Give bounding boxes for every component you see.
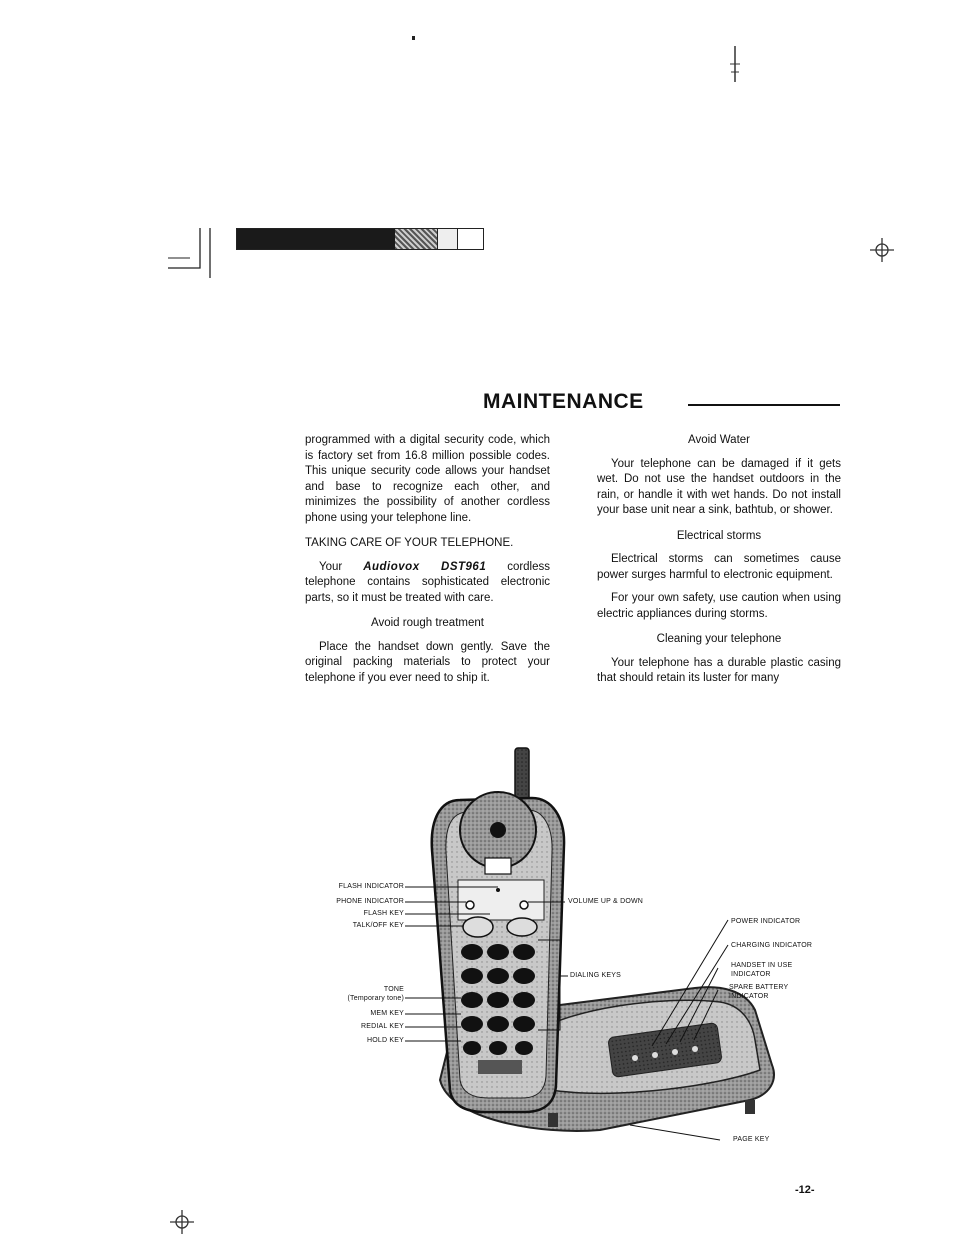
- brand-name: Audiovox DST961: [363, 560, 487, 573]
- care-rest: cordless telephone contains sophisticated electronic parts, so it must be treated with care.: [305, 560, 551, 604]
- label-tone: TONE: [383, 986, 404, 993]
- label-dialing-keys: DIALING KEYS: [570, 972, 622, 979]
- subheading-rough-treatment: Avoid rough treatment: [371, 617, 484, 629]
- page-number: -12-: [795, 1184, 815, 1196]
- safety-paragraph: For your own safety, use caution when using electric appliances during storms.: [597, 592, 841, 620]
- label-spare-battery-2: INDICATOR: [729, 993, 769, 1000]
- page-title: MAINTENANCE: [483, 390, 644, 413]
- section-heading: TAKING CARE OF YOUR TELEPHONE.: [305, 537, 514, 549]
- label-mem-key: MEM KEY: [370, 1010, 404, 1017]
- label-flash-indicator: FLASH INDICATOR: [338, 883, 404, 890]
- rough-treatment-paragraph: Place the handset down gently. Save the original packing materials to protect your telephone if you ever need to ship it.: [305, 640, 550, 684]
- label-page-key: PAGE KEY: [733, 1136, 770, 1143]
- avoid-water-paragraph: Your telephone can be damaged if it gets wet. Do not use the handset outdoors in the rain, or handle it with wet hands. Do not install your base unit near a sink, bathtub, or shower.: [597, 457, 841, 516]
- subheading-electrical-storms: Electrical storms: [676, 529, 762, 542]
- care-paragraph: [305, 560, 550, 607]
- scan-mark-top-right: [728, 44, 742, 84]
- subheading-cleaning: Cleaning your telephone: [656, 633, 782, 645]
- label-volume: VOLUME UP & DOWN: [568, 898, 644, 905]
- right-column: [597, 433, 841, 687]
- storms-paragraph: Electrical storms can sometimes cause power surges harmful to electronic equipment.: [597, 553, 841, 581]
- scan-dot: [412, 36, 415, 40]
- label-flash-key: FLASH KEY: [363, 910, 404, 917]
- registration-mark-icon: [868, 236, 896, 264]
- label-charging-indicator: CHARGING INDICATOR: [731, 942, 813, 949]
- section-tab-bar: [236, 228, 484, 250]
- care-prefix: Your: [319, 560, 343, 573]
- label-redial-key: REDIAL KEY: [361, 1023, 404, 1030]
- title-rule: [688, 404, 840, 406]
- label-spare-battery: SPARE BATTERY: [729, 984, 789, 991]
- subheading-avoid-water: Avoid Water: [688, 434, 750, 446]
- crop-mark-icon: [168, 228, 218, 278]
- intro-paragraph: programmed with a digital security code, which is factory set from 16.8 million possible codes. This unique security code allows your handset and base to recognize each other, and minimizes the possibility of another cordless phone using your telephone line.: [305, 434, 550, 524]
- label-handset-in-use: HANDSET IN USE: [731, 962, 793, 969]
- phone-illustration: [300, 740, 800, 1150]
- label-tone-note: (Temporary tone): [347, 995, 404, 1002]
- label-handset-in-use-2: INDICATOR: [731, 971, 771, 978]
- cleaning-paragraph: Your telephone has a durable plastic casing that should retain its luster for many: [597, 656, 841, 684]
- left-column: [305, 433, 550, 686]
- label-hold-key: HOLD KEY: [367, 1037, 404, 1044]
- registration-mark-icon: [168, 1208, 196, 1236]
- label-phone-indicator: PHONE INDICATOR: [336, 898, 404, 905]
- label-power-indicator: POWER INDICATOR: [731, 918, 801, 925]
- label-talk-off-key: TALK/OFF KEY: [352, 922, 404, 929]
